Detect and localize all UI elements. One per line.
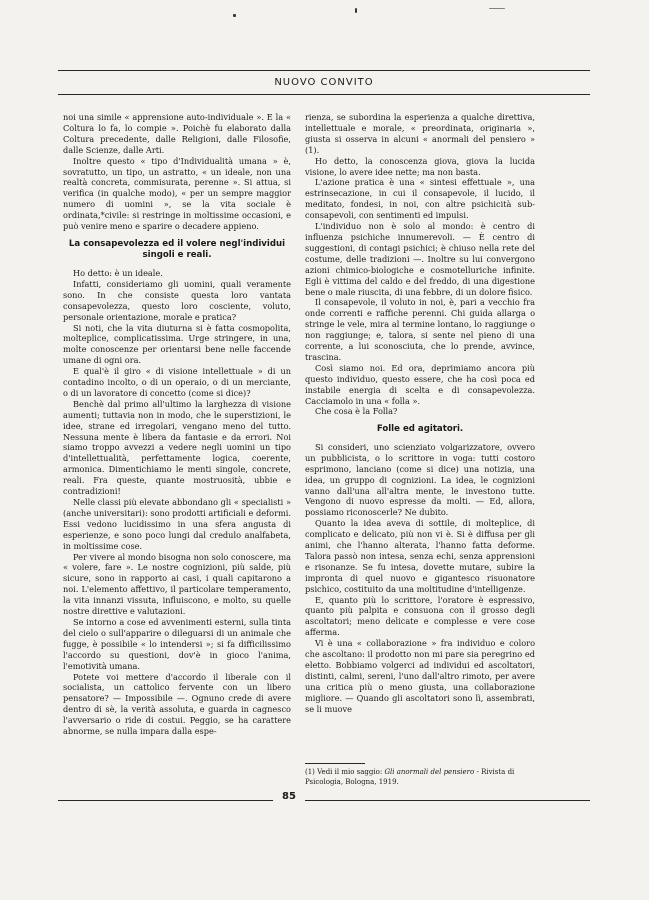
paragraph: Benchè dal primo all'ultimo la larghezza di visione aumenti; tuttavia non in modo, che le superstizioni, le idee, strane ed irregolari, vengano meno del tutto. Nessuna mente è libera da fantasie e da errori. Noi siamo troppo avvezzi a vedere negli uomini un tipo d'intellettualità, perfettamente logica, coerente, armonica. Dimentichiamo le menti singole, concrete, reali. Fra queste, quante mostruosità, ubbie e contradizioni! bbox=[63, 398, 291, 497]
footnote-title: Gli anormali del pensiero bbox=[384, 768, 475, 776]
paragraph: Così siamo noi. Ed ora, deprimiamo ancora più questo individuo, questo essere, che ha così poca ed instabile energia di scelta e di consapevolezza. Cacciamolo in una « folla ». bbox=[305, 362, 535, 406]
paragraph: E qual'è il giro « di visione intellettuale » di un contadino incolto, o di un operaio, o di un merciante, o di un lavoratore di concetto (come si dice)? bbox=[63, 366, 291, 398]
left-column bbox=[63, 112, 291, 737]
page-number: 85 bbox=[282, 791, 296, 802]
paragraph: Il consapevole, il voluto in noi, è, pari a vecchio fra onde correnti e raffiche perenni. Chi guida allarga o stringe le vele, mira al termine lontano, lo raggiunge o non raggiunge; e, talora, si sente nel pieno di una corrente, a lui sconosciuta, che lo prende, avvince, trascina. bbox=[305, 297, 535, 362]
paragraph: noi una simile « apprensione auto-individuale ». E la « Coltura lo fa, lo compie ». Poichè fu elaborato dalla Coltura precedente, dalle Religioni, dalle Filosofie, dalle Scienze, dalle Arti. bbox=[63, 112, 291, 155]
paragraph: Quanto la idea aveva di sottile, di molteplice, di complicato e delicato, più non vi è. Si è diffusa per gli animi, che l'hanno alterata, l'hanno fatta deforme. Talora passò non intesa, senza echi, senza apprensioni e risonanze. Se fu intesa, dovette mutare, subire la impronta di quel nuovo e gigantesco risuonatore psichico, costituito da una moltitudine d'intelligenze. bbox=[305, 518, 535, 594]
paragraph: Infatti, consideriamo gli uomini, quali veramente sono. In che consiste questa loro vantata consapevolezza, questo loro cosciente, voluto, personale orientazione, morale e pratica? bbox=[63, 278, 291, 322]
footer-rule-right bbox=[305, 800, 590, 801]
print-speck bbox=[233, 14, 236, 17]
running-header: NUOVO CONVITO bbox=[274, 77, 374, 88]
paragraph: Ho detto, la conoscenza giova, giova la lucida visione, lo avere idee nette; ma non basta. bbox=[305, 155, 535, 177]
right-column bbox=[305, 112, 535, 715]
footnote-lead: (1) Vedi il mio saggio: bbox=[305, 768, 383, 776]
paragraph: Si consideri, uno scienziato volgarizzatore, ovvero un pubblicista, o lo scrittore in voga: tutti costoro esprimono, lanciano (come si dice) una notizia, una idea, un gruppo di cognizioni. La idea, le cognizioni vanno dall'una all'altra mente, le investono tutte. Vengono di nuovo espresse da molti. — Ed, allora, possiamo riconoscerle? Ne dubito. bbox=[305, 441, 535, 518]
paragraph: Ho detto: è un ideale. bbox=[73, 267, 163, 278]
paragraph: Per vivere al mondo bisogna non solo conoscere, ma « volere, fare ». Le nostre cognizioni, più salde, più sicure, sono in rapporto ai casi, i quali capitarono a noi. L'elemento affettivo, il particolare temperamento, la vita innanzi vissuta, influiscono, e molto, su quelle nostre direttive e valutazioni. bbox=[63, 551, 291, 617]
paragraph: Nelle classi più elevate abbondano gli « specialisti » (anche universitari): sono prodotti artificiali e deformi. Essi vedono lucidissimo in una sfera angusta di esperienze, e sono poco lungi dal credulo analfabeta, in moltissime cose. bbox=[63, 497, 291, 551]
paragraph: E, quanto più lo scrittore, l'oratore è espressivo, quanto più palpita e consuona con il grosso degli ascoltatori; meno delicate e complesse e vere cose afferma. bbox=[305, 594, 535, 638]
paragraph: rienza, se subordina la esperienza a qualche direttiva, intellettuale e morale, « preordinata, originaria », giusta si osserva in alcuni « anormali del pensiero » (1). bbox=[305, 112, 535, 155]
paragraph: Che cosa è la Folla? bbox=[315, 406, 398, 417]
paragraph: Potete voi mettere d'accordo il liberale con il socialista, un cattolico fervente con un libero pensatore? — Impossibile —. Ognuno crede di avere dentro di sè, la verità assoluta, e guarda in cagnesco l'avversario o ride di costui. Peggio, se ha carattere abnorme, se nulla impara dalla espe- bbox=[63, 671, 291, 737]
print-speck bbox=[355, 8, 357, 13]
footnote-rule bbox=[305, 763, 365, 764]
paragraph: L'azione pratica è una « sintesi effettuale », una estrinsecazione, in cui il consapevole, il lucido, il meditato, fondesi, in noi, con altre psichicità sub-consapevoli, con sentimenti ed impulsi. bbox=[305, 177, 535, 221]
header-rule-bottom bbox=[58, 94, 590, 95]
section-heading: La consapevolezza ed il volere negl'individui singoli e reali. bbox=[68, 238, 286, 261]
paragraph: Se intorno a cose ed avvenimenti esterni, sulla tinta del cielo o sull'apparire o dileguarsi di un animale che fugge, è possibile « lo intendersi »; si fa difficilissimo l'accordo su questioni, dov'è in gioco l'anima, l'emotività umana. bbox=[63, 616, 291, 671]
paragraph: L'individuo non è solo al mondo: è centro di influenza psichiche innumerevoli. — È centro di suggestioni, di contagi psichici; è chiuso nella rete del costume, delle tradizioni —. Inoltre su lui convergono azioni chimico-biologiche e cosmotelluriche infinite. Egli è vittima del caldo e del freddo, di una digestione bene o male riuscita, di una febbre, di un dolore fisico. bbox=[305, 221, 535, 297]
footnote-rest: - Rivista di Psicologia, Bologna, 1919. bbox=[305, 768, 515, 786]
footer-rule-left bbox=[58, 800, 273, 801]
header-rule-top bbox=[58, 70, 590, 71]
section-heading: Folle ed agitatori. bbox=[376, 424, 464, 435]
footnote bbox=[305, 768, 535, 787]
paragraph: Inoltre questo « tipo d'Individualità umana » è, sovratutto, un tipo, un astratto, « un ideale, non una realtà concreta, commisurata, perenne ». Si attua, si verifica (in qualche modo), « per un sempre maggior numero di uomini », se la vita sociale è ordinata,*civile: si restringe in moltissime occasioni, e può venire meno e sparire o decadere appieno. bbox=[63, 155, 291, 232]
paragraph: Vi è una « collaborazione » fra individuo e coloro che ascoltano: il prodotto non mi pare sia peregrino ed eletto. Bobbiamo volgerci ad individui ed ascoltatori, distinti, calmi, sereni, l'uno dall'altro rimoto, per avere una critica più o meno giusta, una collaborazione migliore. — Quando gli ascoltatori sono lì, assembrati, se li muove bbox=[305, 638, 535, 714]
paragraph: Si noti, che la vita diuturna si è fatta cosmopolita, molteplice, complicatissima. Urge stringere, in una, molte conoscenze per orientarsi bene nelle faccende umane di ogni ora. bbox=[63, 322, 291, 366]
print-speck bbox=[489, 8, 505, 9]
